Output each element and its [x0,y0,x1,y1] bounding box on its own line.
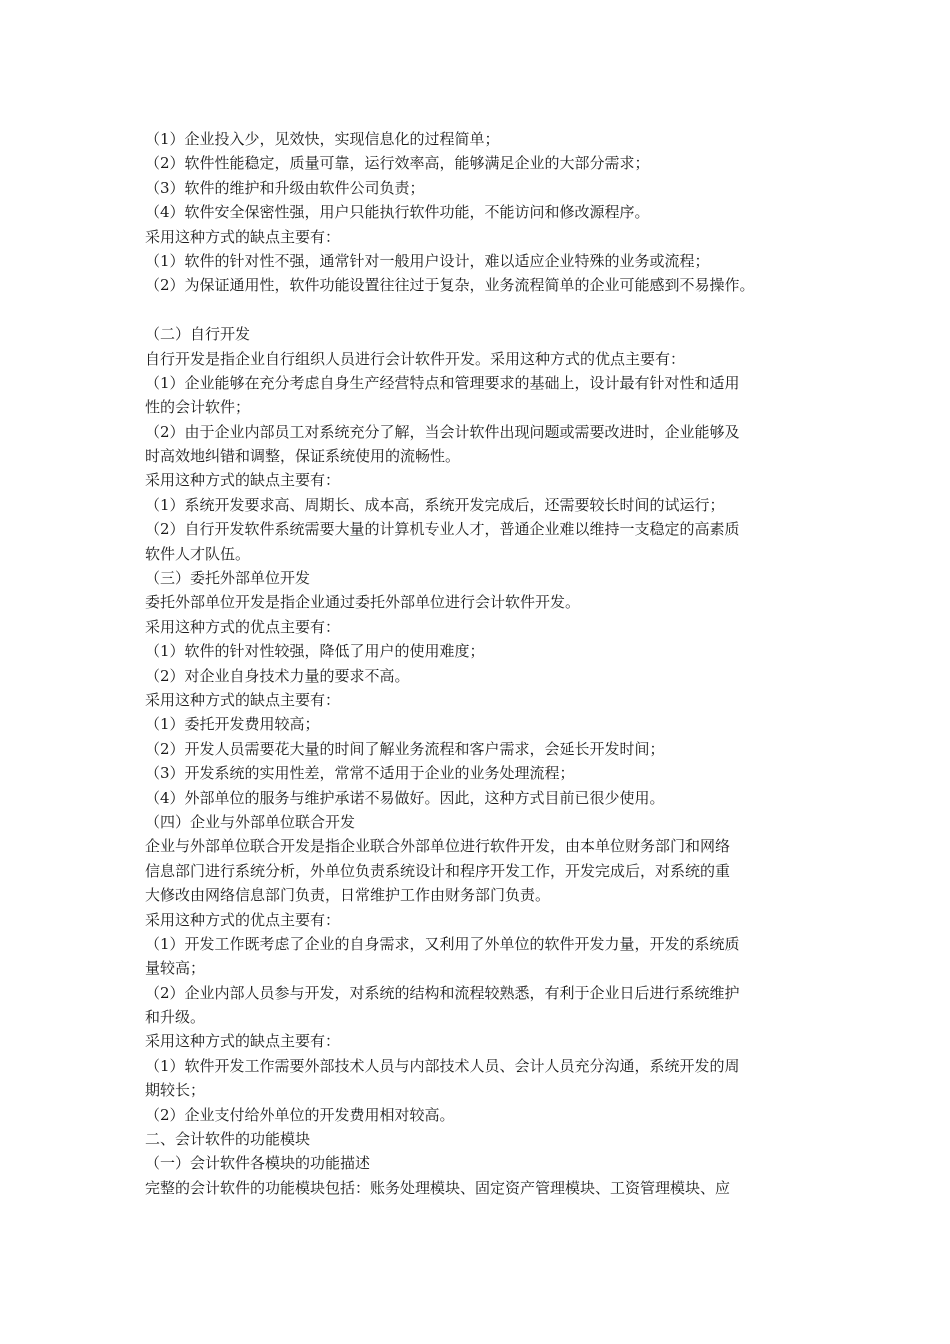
text-line: （1）系统开发要求高、周期长、成本高，系统开发完成后，还需要较长时间的试运行； [145,495,725,514]
text-line: 性的会计软件； [145,398,251,417]
text-line: 量较高； [145,959,206,978]
text-line: （1）委托开发费用较高； [145,715,320,734]
text-line: 信息部门进行系统分析，外单位负责系统设计和程序开发工作，开发完成后，对系统的重 [145,861,731,880]
text-line: （3）软件的维护和升级由软件公司负责； [145,178,425,197]
text-line: （4）软件安全保密性强，用户只能执行软件功能，不能访问和修改源程序。 [145,203,650,222]
text-line: 采用这种方式的缺点主要有： [145,471,341,490]
text-line: 大修改由网络信息部门负责，日常维护工作由财务部门负责。 [145,886,551,905]
text-line: 企业与外部单位联合开发是指企业联合外部单位进行软件开发，由本单位财务部门和网络 [145,837,731,856]
text-line: （2）由于企业内部员工对系统充分了解，当会计软件出现问题或需要改进时，企业能够及 [145,422,740,441]
text-line: （1）开发工作既考虑了企业的自身需求，又利用了外单位的软件开发力量，开发的系统质 [145,934,740,953]
text-line: （2）开发人员需要花大量的时间了解业务流程和客户需求，会延长开发时间； [145,739,665,758]
text-line: （1）企业能够在充分考虑自身生产经营特点和管理要求的基础上，设计最有针对性和适用 [145,373,740,392]
text-line: （2）软件性能稳定，质量可靠，运行效率高，能够满足企业的大部分需求； [145,154,650,173]
text-line: 采用这种方式的优点主要有： [145,617,341,636]
text-line: 和升级。 [145,1008,206,1027]
text-line: 采用这种方式的缺点主要有： [145,1032,341,1051]
section-heading: （四）企业与外部单位联合开发 [145,812,356,831]
text-line: （2）企业支付给外单位的开发费用相对较高。 [145,1105,455,1124]
blank-line [145,298,825,322]
text-line: 软件人才队伍。 [145,544,251,563]
text-line: （1）软件的针对性不强，通常针对一般用户设计，难以适应企业特殊的业务或流程； [145,251,710,270]
chapter-heading: 二、会计软件的功能模块 [145,1130,311,1149]
text-line: （3）开发系统的实用性差，常常不适用于企业的业务处理流程； [145,764,575,783]
text-line: （1）企业投入少，见效快，实现信息化的过程简单； [145,130,500,148]
text-line: 完整的会计软件的功能模块包括：账务处理模块、固定资产管理模块、工资管理模块、应 [145,1178,731,1197]
text-line: 采用这种方式的缺点主要有： [145,690,341,709]
section-heading: （三）委托外部单位开发 [145,569,311,588]
text-line: 采用这种方式的缺点主要有： [145,227,341,246]
text-line: 时高效地纠错和调整，保证系统使用的流畅性。 [145,447,461,466]
text-line: （2）对企业自身技术力量的要求不高。 [145,666,410,685]
text-line: 委托外部单位开发是指企业通过委托外部单位进行会计软件开发。 [145,593,581,612]
text-line: （4）外部单位的服务与维护承诺不易做好。因此，这种方式目前已很少使用。 [145,788,665,807]
section-heading: （一）会计软件各模块的功能描述 [145,1154,371,1173]
document-body [145,127,825,1200]
text-line: （2）为保证通用性，软件功能设置往往过于复杂，业务流程简单的企业可能感到不易操作。 [145,276,755,295]
text-line: 采用这种方式的优点主要有： [145,910,341,929]
section-heading: （二）自行开发 [145,325,251,344]
text-line: 自行开发是指企业自行组织人员进行会计软件开发。采用这种方式的优点主要有： [145,349,686,368]
text-line: （1）软件的针对性较强，降低了用户的使用难度； [145,642,485,661]
text-line: （1）软件开发工作需要外部技术人员与内部技术人员、会计人员充分沟通，系统开发的周 [145,1056,740,1075]
text-line: （2）企业内部人员参与开发，对系统的结构和流程较熟悉，有利于企业日后进行系统维护 [145,983,740,1002]
text-line: 期较长； [145,1081,206,1100]
text-line: （2）自行开发软件系统需要大量的计算机专业人才，普通企业难以维持一支稳定的高素质 [145,520,740,539]
